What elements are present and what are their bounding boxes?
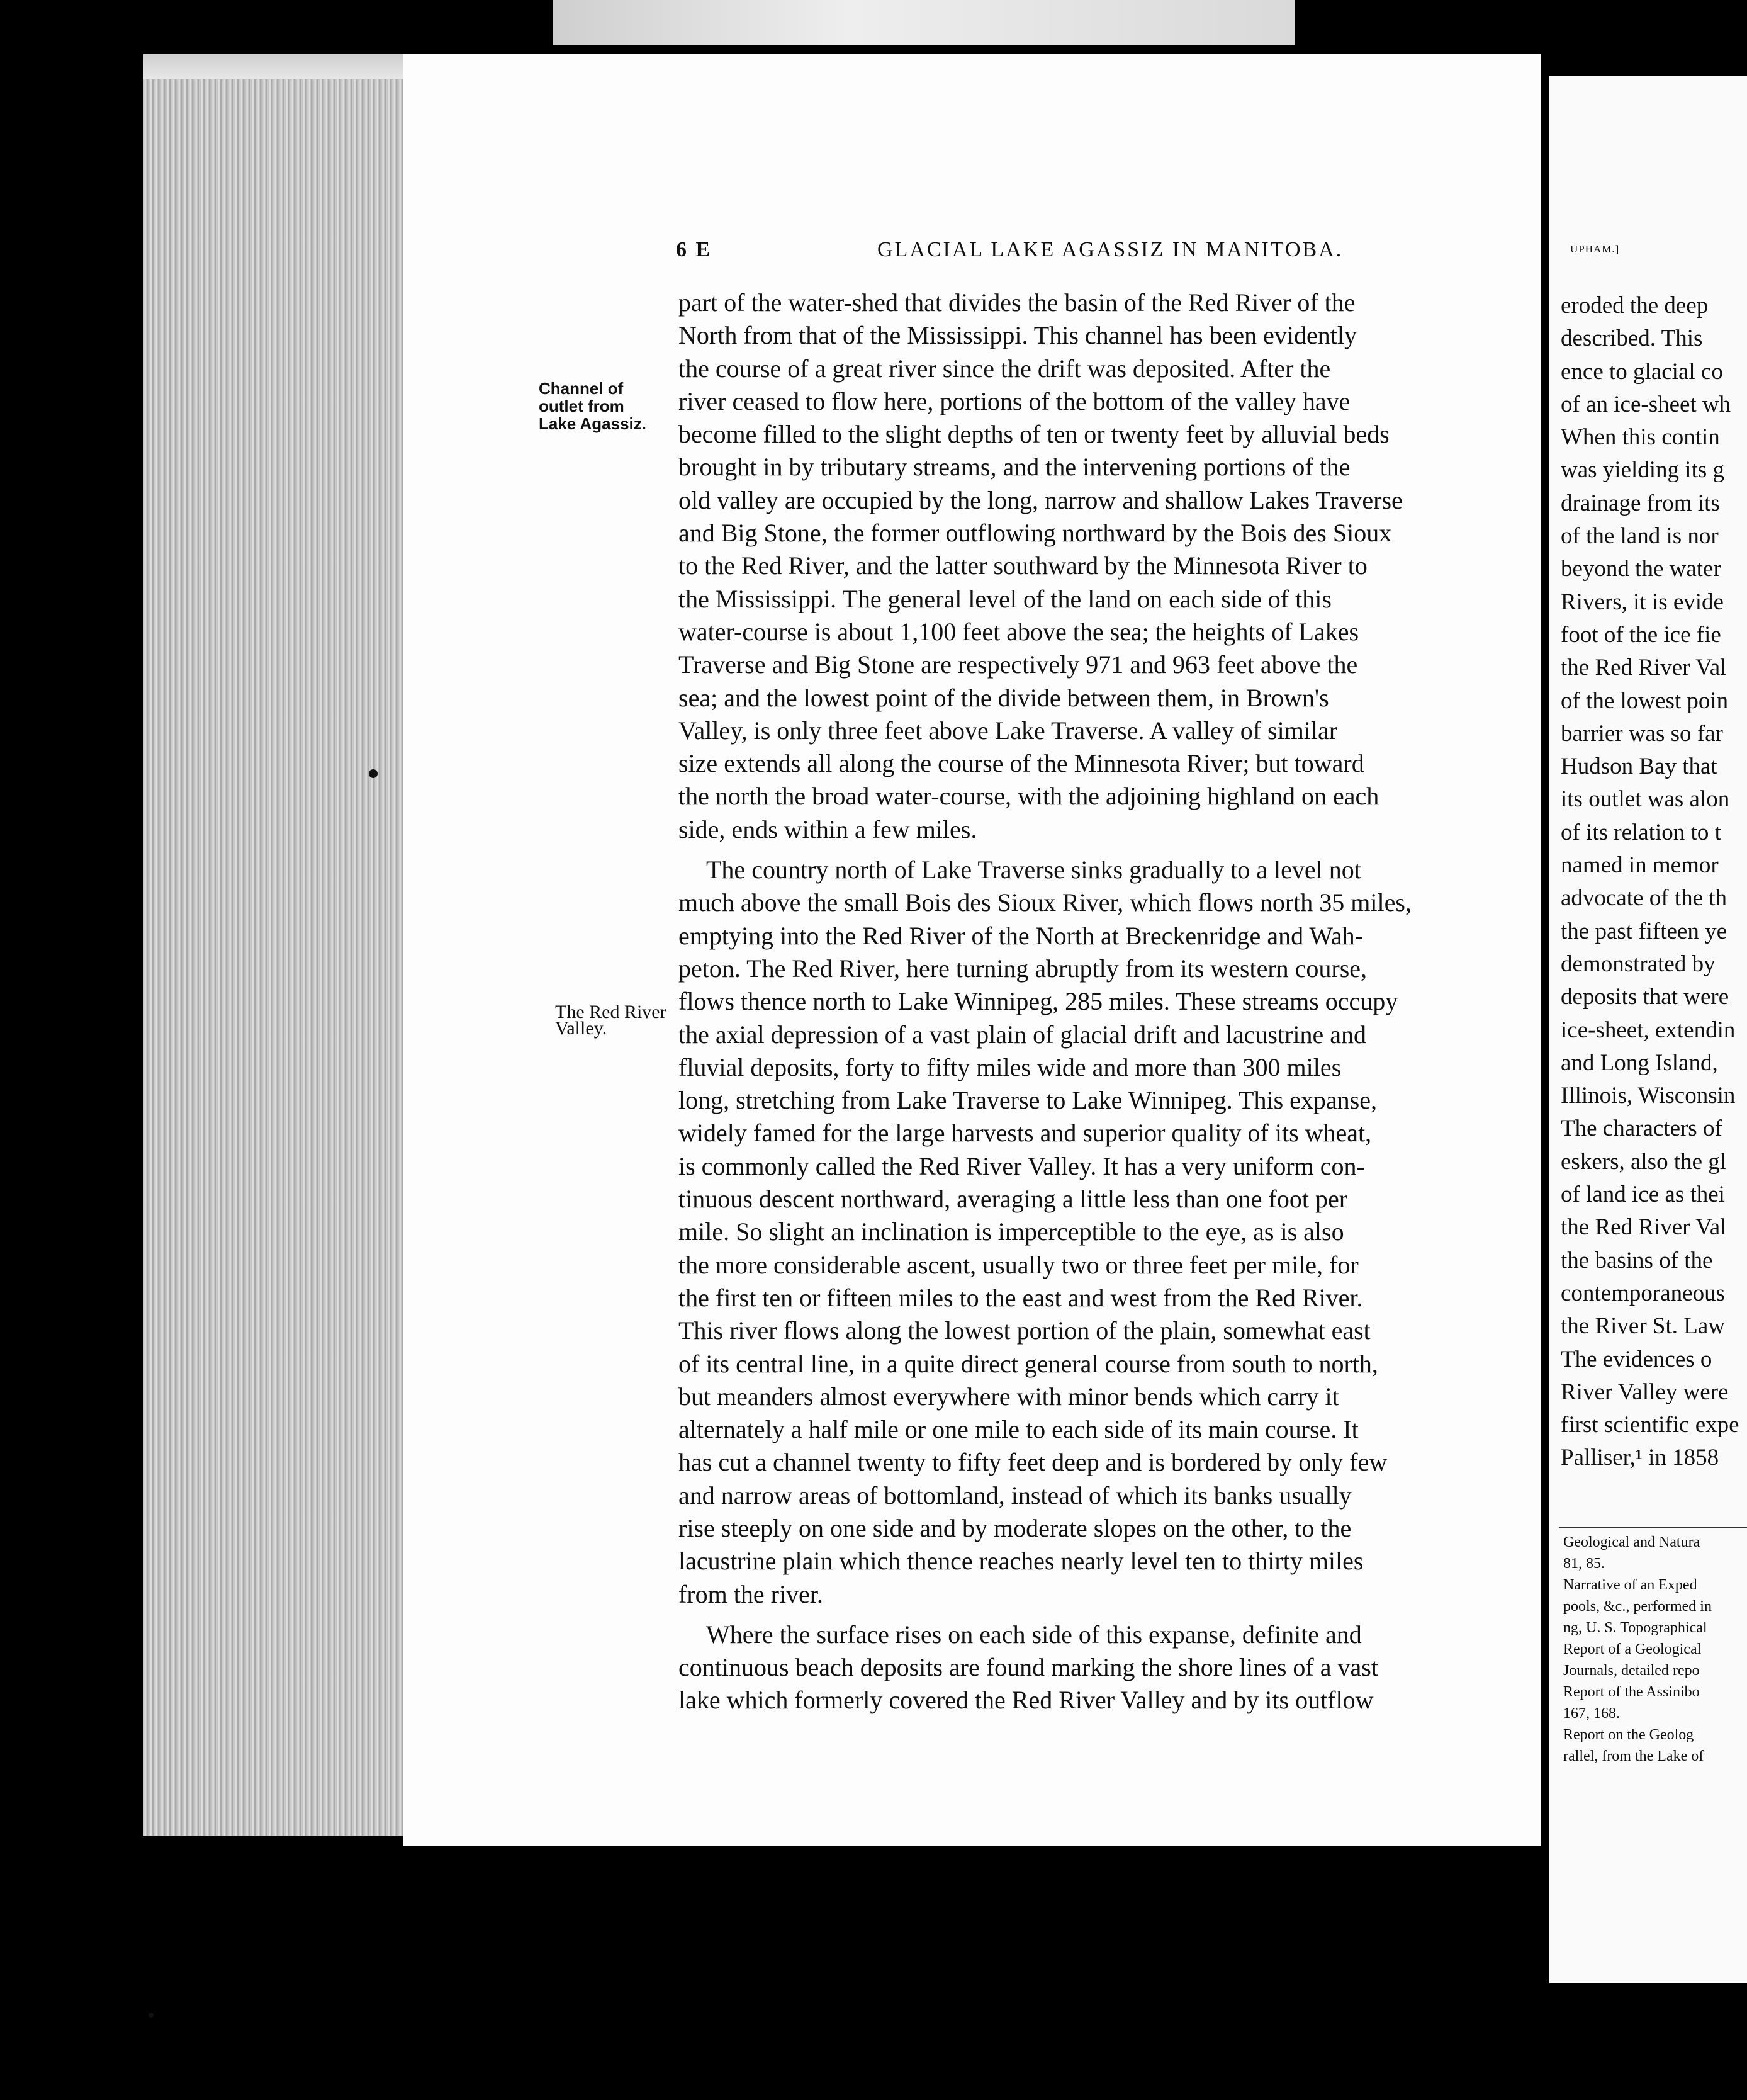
paragraph-gap — [678, 1611, 1547, 1618]
scanner-lid — [553, 0, 1295, 45]
body-line: tinuous descent northward, averaging a little less than one foot per — [678, 1185, 1348, 1214]
right-page-line: of the lowest poin — [1561, 687, 1729, 714]
right-page-line: demonstrated by — [1561, 951, 1716, 977]
footnote-line: ng, U. S. Topographical — [1563, 1620, 1707, 1636]
body-line: Traverse and Big Stone are respectively 971 and 963 feet above the — [678, 650, 1358, 679]
page-header — [676, 238, 1544, 271]
body-line: water-course is about 1,100 feet above the sea; the heights of Lakes — [678, 617, 1359, 646]
footnote-line: rallel, from the Lake of — [1563, 1748, 1704, 1764]
right-page-line: of its relation to t — [1561, 819, 1721, 845]
scan-speck — [369, 769, 378, 778]
right-page-line: deposits that were — [1561, 984, 1729, 1010]
body-line: brought in by tributary streams, and the intervening portions of the — [678, 453, 1351, 482]
right-page-line: its outlet was alon — [1561, 786, 1730, 813]
footnote-line: Report on the Geolog — [1563, 1727, 1694, 1743]
body-line: Where the surface rises on each side of this expanse, definite and — [706, 1620, 1362, 1649]
body-line: old valley are occupied by the long, narrow and shallow Lakes Traverse — [678, 485, 1403, 514]
right-page-line: eskers, also the gl — [1561, 1148, 1727, 1175]
margin-note-red-river — [555, 1004, 666, 1037]
body-line: become filled to the slight depths of ten or twenty feet by alluvial beds — [678, 420, 1390, 449]
footnote-line: Journals, detailed repo — [1563, 1662, 1700, 1679]
body-line: continuous beach deposits are found marking the shore lines of a vast — [678, 1653, 1378, 1682]
right-page-footnotes — [1563, 1532, 1747, 1767]
right-page-line: Illinois, Wisconsin — [1561, 1083, 1736, 1109]
body-line: the axial depression of a vast plain of glacial drift and lacustrine and — [678, 1020, 1366, 1049]
body-text — [678, 286, 1547, 1717]
body-line: mile. So slight an inclination is imperceptible to the eye, as is also — [678, 1217, 1344, 1246]
page-number: 6 E — [676, 238, 712, 261]
right-page-line: When this contin — [1561, 424, 1720, 451]
body-line: peton. The Red River, here turning abruptly from its western course, — [678, 954, 1368, 983]
body-line: fluvial deposits, forty to fifty miles wide and more than 300 miles — [678, 1053, 1342, 1081]
footnote-line: Report of the Assinibo — [1563, 1684, 1700, 1700]
body-line: the first ten or fifteen miles to the east and west from the Red River. — [678, 1283, 1363, 1312]
body-line: The country north of Lake Traverse sinks gradually to a level not — [706, 855, 1361, 884]
footnote-line: 81, 85. — [1563, 1555, 1605, 1572]
right-page-line: the River St. Law — [1561, 1313, 1726, 1340]
body-line: to the Red River, and the latter southward by the Minnesota River to — [678, 551, 1368, 580]
body-line: Valley, is only three feet above Lake Traverse. A valley of similar — [678, 716, 1338, 745]
right-page-line: beyond the water — [1561, 556, 1721, 582]
body-line: has cut a channel twenty to fifty feet deep and is bordered by only few — [678, 1448, 1388, 1477]
body-line: This river flows along the lowest portion of the plain, somewhat east — [678, 1316, 1371, 1345]
right-page-line: Hudson Bay that — [1561, 754, 1717, 780]
body-line: from the river. — [678, 1579, 823, 1608]
right-page-line: River Valley were — [1561, 1379, 1729, 1405]
margin-note-line: Lake Agassiz. — [539, 414, 647, 433]
margin-note-line: outlet from — [539, 397, 624, 415]
right-page-line: of the land is nor — [1561, 523, 1719, 550]
body-line: lake which formerly covered the Red River Valley and by its outflow — [678, 1686, 1374, 1715]
right-page-line: of an ice-sheet wh — [1561, 391, 1731, 417]
body-line: alternately a half mile or one mile to each side of its main course. It — [678, 1415, 1359, 1444]
body-line: sea; and the lowest point of the divide between them, in Brown's — [678, 683, 1329, 712]
book-page-edges-top — [143, 54, 439, 79]
right-page-line: The characters of — [1561, 1115, 1722, 1142]
body-line: river ceased to flow here, portions of the bottom of the valley have — [678, 387, 1351, 415]
margin-note-channel — [539, 380, 646, 432]
right-page-line: named in memor — [1561, 852, 1719, 879]
body-line: rise steeply on one side and by moderate slopes on the other, to the — [678, 1513, 1352, 1542]
body-line: part of the water-shed that divides the basin of the Red River of the — [678, 288, 1356, 317]
right-page-line: and Long Island, — [1561, 1049, 1718, 1076]
body-line: but meanders almost everywhere with minor bends which carry it — [678, 1382, 1339, 1411]
footnote-line: 167, 168. — [1563, 1705, 1620, 1722]
body-line: the north the broad water-course, with the adjoining highland on each — [678, 782, 1379, 811]
body-line: emptying into the Red River of the North at Breckenridge and Wah- — [678, 921, 1363, 950]
body-line: the course of a great river since the drift was deposited. After the — [678, 354, 1331, 383]
right-page-header: UPHAM.] — [1570, 243, 1620, 255]
right-page-line: Palliser,¹ in 1858 — [1561, 1445, 1719, 1471]
body-line: long, stretching from Lake Traverse to Lake Winnipeg. This expanse, — [678, 1086, 1377, 1115]
right-page-line: ence to glacial co — [1561, 358, 1723, 385]
right-page-line: the Red River Val — [1561, 1214, 1727, 1241]
right-page-line: first scientific expe — [1561, 1412, 1739, 1438]
body-line: and narrow areas of bottomland, instead of which its banks usually — [678, 1481, 1352, 1510]
right-page-line: eroded the deep — [1561, 293, 1709, 319]
right-page-line: barrier was so far — [1561, 720, 1723, 747]
footnote-rule — [1559, 1527, 1747, 1528]
body-line: lacustrine plain which thence reaches nearly level ten to thirty miles — [678, 1547, 1364, 1576]
right-page-line: foot of the ice fie — [1561, 621, 1721, 648]
paragraph-gap — [678, 846, 1547, 854]
body-line: flows thence north to Lake Winnipeg, 285 miles. These streams occupy — [678, 987, 1398, 1016]
right-page-line: advocate of the th — [1561, 885, 1727, 912]
right-page-line: the basins of the — [1561, 1247, 1713, 1273]
body-line: widely famed for the large harvests and superior quality of its wheat, — [678, 1119, 1372, 1148]
scan-speck — [149, 2012, 154, 2018]
right-page-line: the Red River Val — [1561, 655, 1727, 681]
body-line: and Big Stone, the former outflowing northward by the Bois des Sioux — [678, 519, 1392, 548]
footnote-line: pools, &c., performed in — [1563, 1598, 1712, 1615]
right-page-line: the past fifteen ye — [1561, 918, 1727, 944]
right-page-line: ice-sheet, extendin — [1561, 1017, 1736, 1043]
right-page-line: was yielding its g — [1561, 457, 1725, 483]
footnote-line: Narrative of an Exped — [1563, 1577, 1697, 1593]
right-page-line: The evidences o — [1561, 1346, 1712, 1372]
body-line: is commonly called the Red River Valley. It has a very uniform con- — [678, 1151, 1365, 1180]
right-page-line: contemporaneous — [1561, 1280, 1725, 1306]
body-line: side, ends within a few miles. — [678, 815, 977, 844]
margin-note-line: Channel of — [539, 379, 624, 398]
footnote-line: Report of a Geological — [1563, 1641, 1702, 1657]
body-line: size extends all along the course of the Minnesota River; but toward — [678, 749, 1364, 778]
right-page-line: described. This — [1561, 325, 1703, 352]
running-title: GLACIAL LAKE AGASSIZ IN MANITOBA. — [877, 238, 1344, 261]
book-page-edges — [143, 54, 439, 1836]
body-line: the more considerable ascent, usually two or three feet per mile, for — [678, 1250, 1359, 1279]
right-page-line: of land ice as thei — [1561, 1182, 1725, 1208]
right-page-line: Rivers, it is evide — [1561, 589, 1724, 615]
body-line: of its central line, in a quite direct general course from south to north, — [678, 1349, 1378, 1378]
right-page-text — [1561, 290, 1747, 1475]
margin-note-line: The Red River — [555, 1002, 666, 1022]
right-page-line: drainage from its — [1561, 490, 1720, 516]
footnote-line: Geological and Natura — [1563, 1534, 1700, 1550]
body-line: the Mississippi. The general level of the land on each side of this — [678, 584, 1332, 613]
margin-note-line: Valley. — [555, 1018, 607, 1039]
body-line: much above the small Bois des Sioux River, which flows north 35 miles, — [678, 888, 1412, 917]
body-line: North from that of the Mississippi. This channel has been evidently — [678, 321, 1357, 350]
